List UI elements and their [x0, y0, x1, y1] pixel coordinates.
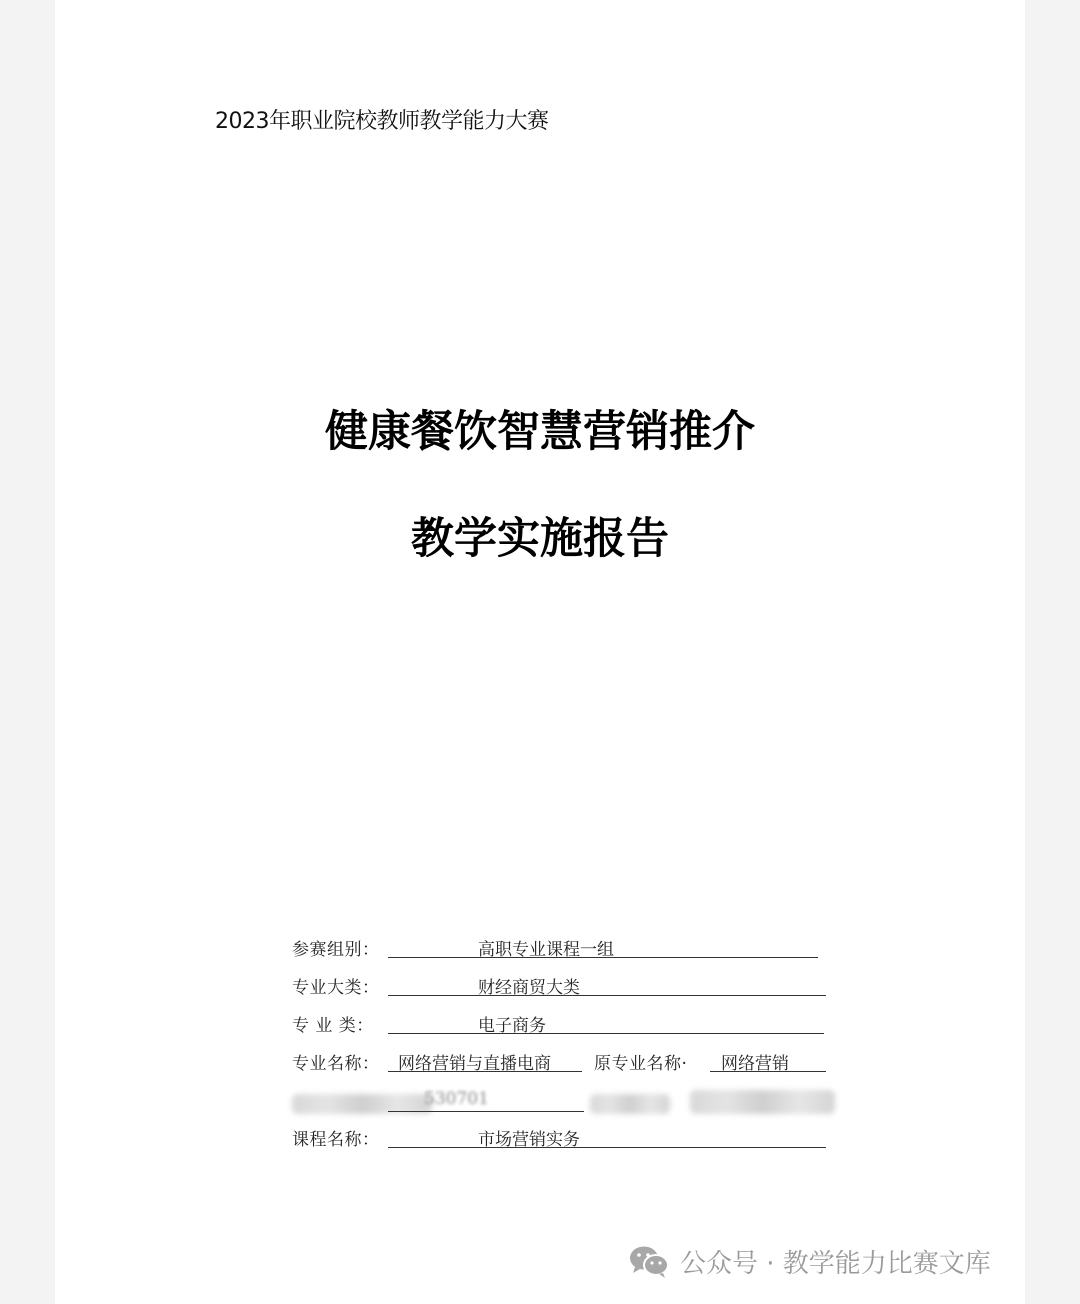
category-label: 专业大类： [292, 978, 380, 998]
wechat-icon [628, 1243, 670, 1279]
major-value: 网络营销与直播电商 [398, 1054, 551, 1074]
group-value: 高职专业课程一组 [478, 940, 614, 960]
major-label: 专业名称： [292, 1054, 380, 1074]
watermark-text: 公众号 · 教学能力比赛文库 [680, 1249, 991, 1279]
course-value: 市场营销实务 [478, 1130, 580, 1150]
orig-major-label: 原专业名称· [594, 1054, 688, 1074]
redacted-code: 530701 [424, 1089, 489, 1109]
major-field [388, 1049, 582, 1072]
redacted-field [388, 1089, 584, 1112]
course-label: 课程名称： [292, 1130, 380, 1150]
orig-major-field [710, 1049, 826, 1072]
redacted-label-2 [590, 1094, 670, 1114]
report-title: 健康餐饮智慧营销推介 [325, 407, 755, 457]
redacted-value-2 [690, 1090, 835, 1114]
report-subtitle: 教学实施报告 [411, 514, 669, 564]
competition-header: 2023年职业院校教师教学能力大赛 [215, 109, 549, 134]
category-value: 财经商贸大类 [478, 978, 580, 998]
category-field [388, 973, 826, 996]
class-label: 专 业 类： [292, 1016, 374, 1036]
course-field [388, 1125, 826, 1148]
group-label: 参赛组别： [292, 940, 380, 960]
class-value: 电子商务 [478, 1016, 546, 1036]
orig-major-value: 网络营销 [721, 1054, 789, 1074]
group-field [388, 935, 818, 958]
class-field [388, 1011, 824, 1034]
